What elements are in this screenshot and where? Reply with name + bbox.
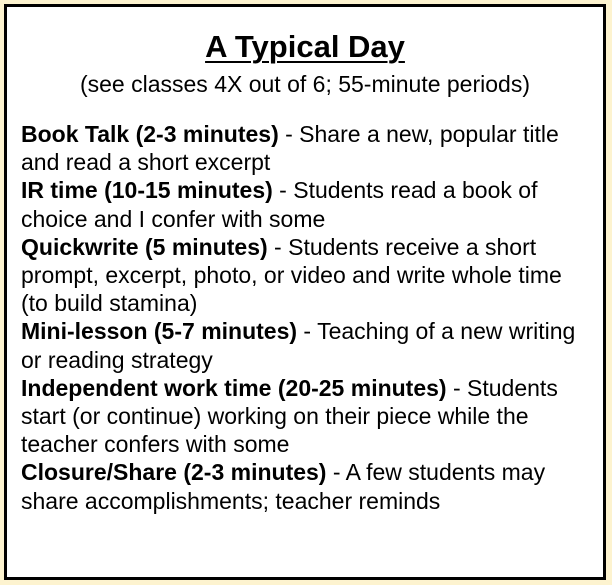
schedule-item-independent-work — [21, 374, 593, 459]
schedule-item-quickwrite — [21, 233, 593, 318]
schedule-list — [21, 120, 593, 515]
activity-name: Independent work time (20-25 minutes) — [21, 374, 447, 401]
activity-description: - Students read a book of choice and I confer with some — [21, 177, 538, 232]
page-subtitle: (see classes 4X out of 6; 55-minute periods) — [79, 71, 530, 97]
schedule-item-mini-lesson — [21, 317, 593, 373]
activity-name: Mini-lesson (5-7 minutes) — [21, 318, 298, 345]
activity-description: - Students receive a short prompt, excerpt, photo, or video and write whole time (to build stamina) — [21, 233, 562, 317]
activity-description: - A few students may share accomplishments; teacher reminds — [21, 459, 546, 514]
page-title: A Typical Day — [205, 29, 405, 64]
typical-day-card — [4, 4, 606, 580]
activity-description: - Teaching of a new writing or reading strategy — [21, 318, 576, 373]
schedule-item-closure-share — [21, 458, 593, 514]
activity-description: - Share a new, popular title and read a short excerpt — [21, 121, 559, 176]
activity-description: - Students start (or continue) working on their piece while the teacher confers with some — [21, 374, 558, 458]
schedule-item-ir-time — [21, 176, 593, 232]
schedule-item-book-talk — [21, 120, 593, 176]
activity-name: Quickwrite (5 minutes) — [21, 233, 268, 260]
activity-name: IR time (10-15 minutes) — [21, 177, 273, 204]
activity-name: Closure/Share (2-3 minutes) — [21, 459, 327, 486]
activity-name: Book Talk (2-3 minutes) — [21, 121, 279, 147]
